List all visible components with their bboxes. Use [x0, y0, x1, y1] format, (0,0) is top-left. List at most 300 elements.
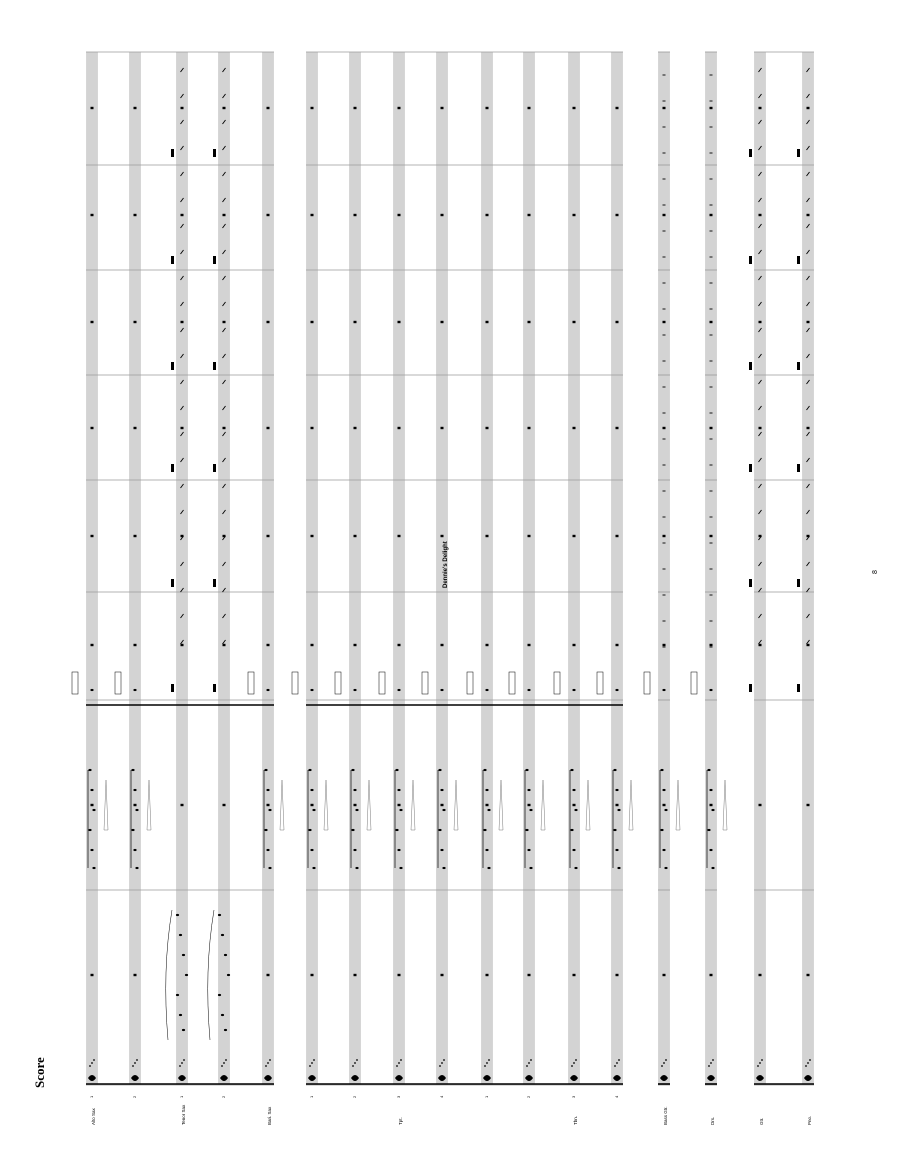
rest-mark	[311, 804, 314, 806]
rest-mark	[91, 321, 94, 323]
rest-mark	[267, 321, 270, 323]
expression-box	[248, 672, 254, 694]
expression-box	[292, 672, 298, 694]
rest-mark	[663, 644, 666, 646]
rest-mark	[134, 974, 137, 976]
rest-mark	[710, 427, 713, 429]
note-head	[221, 1014, 224, 1016]
rest-mark	[311, 107, 314, 109]
key-accidental	[183, 1059, 185, 1061]
note-head	[572, 789, 575, 791]
rest-mark	[616, 974, 619, 976]
note-head	[485, 789, 488, 791]
staff-number: 2	[526, 1095, 531, 1098]
rest-mark	[134, 804, 137, 806]
note-head	[442, 809, 445, 811]
rest-mark	[663, 804, 666, 806]
rest-mark	[134, 214, 137, 216]
note-head	[185, 974, 188, 976]
rest-mark	[181, 644, 184, 646]
note-head	[218, 914, 221, 916]
note-head	[707, 829, 710, 831]
rest-mark	[573, 214, 576, 216]
note-head	[88, 829, 91, 831]
rest-mark	[486, 804, 489, 806]
note-head	[527, 789, 530, 791]
rest-mark	[223, 427, 226, 429]
rest-mark	[354, 321, 357, 323]
page-number: 8	[872, 570, 879, 574]
chord-symbol	[797, 464, 800, 472]
rest-mark	[91, 974, 94, 976]
rest-mark	[311, 974, 314, 976]
expression-box	[509, 672, 515, 694]
score-label: Score	[32, 1057, 47, 1088]
key-accidental	[269, 1059, 271, 1061]
rest-mark	[528, 321, 531, 323]
key-accidental	[573, 1062, 575, 1064]
note-head	[351, 769, 354, 771]
key-accidental	[134, 1062, 136, 1064]
staff-number: 2	[221, 1095, 226, 1098]
key-accidental	[396, 1065, 398, 1067]
key-accidental	[400, 1059, 402, 1061]
rest-mark	[223, 804, 226, 806]
hairpin	[541, 780, 545, 830]
rest-mark	[311, 214, 314, 216]
instrument-label: Pno.	[807, 1115, 812, 1125]
rest-mark	[486, 321, 489, 323]
note-head	[221, 934, 224, 936]
key-accidental	[267, 1062, 269, 1064]
hairpin	[411, 780, 415, 830]
rest-mark	[311, 644, 314, 646]
note-head	[90, 849, 93, 851]
key-accidental	[488, 1059, 490, 1061]
hairpin	[104, 780, 108, 830]
rest-mark	[663, 535, 666, 537]
rest-mark	[398, 535, 401, 537]
rest-mark	[616, 321, 619, 323]
rest-mark	[134, 644, 137, 646]
rest-mark	[807, 974, 810, 976]
note-head	[529, 867, 532, 869]
rest-mark	[181, 427, 184, 429]
rest-mark	[134, 427, 137, 429]
staff-number: 3	[571, 1095, 576, 1098]
key-accidental	[443, 1059, 445, 1061]
rest-mark	[223, 214, 226, 216]
rest-mark	[807, 214, 810, 216]
rest-mark	[573, 644, 576, 646]
note-head	[312, 867, 315, 869]
key-accidental	[309, 1065, 311, 1067]
rest-mark	[710, 644, 713, 646]
note-head	[310, 689, 313, 691]
key-accidental	[708, 1065, 710, 1067]
key-accidental	[665, 1059, 667, 1061]
note-head	[264, 769, 267, 771]
note-head	[660, 769, 663, 771]
note-head	[617, 809, 620, 811]
rest-mark	[663, 321, 666, 323]
key-accidental	[136, 1059, 138, 1061]
note-head	[525, 769, 528, 771]
note-head	[312, 809, 315, 811]
key-accidental	[530, 1059, 532, 1061]
key-accidental	[93, 1059, 95, 1061]
chord-symbol	[749, 362, 752, 370]
key-accidental	[356, 1059, 358, 1061]
rest-mark	[398, 974, 401, 976]
note-head	[438, 829, 441, 831]
rest-mark	[486, 427, 489, 429]
note-head	[570, 829, 573, 831]
note-head	[527, 689, 530, 691]
rest-mark	[663, 974, 666, 976]
note-head	[397, 789, 400, 791]
chord-symbol	[797, 149, 800, 157]
rest-mark	[398, 644, 401, 646]
rest-mark	[573, 974, 576, 976]
chord-symbol	[213, 684, 216, 692]
key-accidental	[528, 1062, 530, 1064]
key-accidental	[441, 1062, 443, 1064]
chord-symbol	[171, 149, 174, 157]
rest-mark	[573, 107, 576, 109]
note-head	[264, 829, 267, 831]
rest-mark	[441, 535, 444, 537]
rest-mark	[807, 107, 810, 109]
key-accidental	[91, 1062, 93, 1064]
rest-mark	[441, 214, 444, 216]
note-head	[92, 809, 95, 811]
rest-mark	[663, 427, 666, 429]
key-accidental	[486, 1062, 488, 1064]
rest-mark	[573, 321, 576, 323]
rest-mark	[710, 804, 713, 806]
chord-symbol	[171, 256, 174, 264]
rest-mark	[91, 644, 94, 646]
rest-mark	[528, 804, 531, 806]
note-head	[135, 809, 138, 811]
key-accidental	[663, 1062, 665, 1064]
note-head	[485, 849, 488, 851]
rest-mark	[354, 535, 357, 537]
rest-mark	[398, 321, 401, 323]
instrument-label: Bass Gtr.	[663, 1106, 668, 1125]
rest-mark	[616, 804, 619, 806]
rest-mark	[354, 427, 357, 429]
chord-symbol	[749, 684, 752, 692]
rest-mark	[223, 644, 226, 646]
rest-mark	[181, 214, 184, 216]
rest-mark	[354, 974, 357, 976]
rest-mark	[528, 974, 531, 976]
staff-number: 1	[179, 1095, 184, 1098]
rest-mark	[267, 535, 270, 537]
note-head	[709, 689, 712, 691]
rest-mark	[398, 427, 401, 429]
note-head	[399, 867, 402, 869]
rest-mark	[663, 107, 666, 109]
rest-mark	[710, 321, 713, 323]
rest-mark	[354, 107, 357, 109]
rest-mark	[223, 321, 226, 323]
rest-mark	[528, 427, 531, 429]
note-head	[227, 974, 230, 976]
piece-title: Dennie's Delight	[443, 541, 449, 588]
rest-mark	[91, 427, 94, 429]
rest-mark	[398, 107, 401, 109]
rest-mark	[759, 427, 762, 429]
staff-number: 4	[614, 1095, 619, 1098]
instrument-label: Drs.	[710, 1116, 715, 1125]
rest-mark	[616, 535, 619, 537]
rest-mark	[134, 107, 137, 109]
note-head	[485, 689, 488, 691]
note-head	[615, 849, 618, 851]
key-accidental	[354, 1062, 356, 1064]
chord-symbol	[797, 579, 800, 587]
note-head	[266, 789, 269, 791]
rest-mark	[759, 804, 762, 806]
chord-symbol	[749, 579, 752, 587]
instrument-label: Alto Sax	[91, 1108, 96, 1125]
hairpin	[676, 780, 680, 830]
expression-box	[72, 672, 78, 694]
chord-symbol	[749, 149, 752, 157]
note-head	[662, 689, 665, 691]
chord-symbol	[749, 464, 752, 472]
chord-symbol	[213, 256, 216, 264]
note-head	[268, 809, 271, 811]
rest-mark	[528, 535, 531, 537]
rest-mark	[91, 214, 94, 216]
chord-symbol	[213, 579, 216, 587]
note-head	[268, 867, 271, 869]
note-head	[395, 769, 398, 771]
chord-symbol	[213, 464, 216, 472]
staff-number: 1	[89, 1095, 94, 1098]
hairpin	[280, 780, 284, 830]
rest-mark	[441, 427, 444, 429]
expression-box	[335, 672, 341, 694]
rest-mark	[807, 804, 810, 806]
rest-mark	[398, 214, 401, 216]
rest-mark	[267, 427, 270, 429]
key-accidental	[761, 1059, 763, 1061]
note-head	[709, 849, 712, 851]
instrument-label: Tenor Sax	[181, 1104, 186, 1125]
note-head	[617, 867, 620, 869]
note-head	[483, 829, 486, 831]
hairpin	[454, 780, 458, 830]
key-accidental	[221, 1065, 223, 1067]
note-head	[529, 809, 532, 811]
note-head	[570, 769, 573, 771]
rest-mark	[181, 804, 184, 806]
instrument-label: Gtr.	[759, 1117, 764, 1125]
rest-mark	[311, 321, 314, 323]
key-accidental	[710, 1062, 712, 1064]
key-accidental	[807, 1062, 809, 1064]
rest-mark	[134, 535, 137, 537]
expression-box	[422, 672, 428, 694]
key-accidental	[805, 1065, 807, 1067]
key-accidental	[661, 1065, 663, 1067]
instrument-label: Bari. Sax	[267, 1106, 272, 1125]
note-head	[355, 867, 358, 869]
expression-box	[379, 672, 385, 694]
staff-number: 2	[132, 1095, 137, 1098]
note-head	[308, 829, 311, 831]
rest-mark	[710, 535, 713, 537]
rest-mark	[486, 644, 489, 646]
note-head	[709, 789, 712, 791]
rest-mark	[573, 804, 576, 806]
hairpin	[367, 780, 371, 830]
expression-box	[554, 672, 560, 694]
key-accidental	[809, 1059, 811, 1061]
note-head	[711, 867, 714, 869]
note-head	[397, 849, 400, 851]
chord-symbol	[171, 684, 174, 692]
rest-mark	[710, 214, 713, 216]
rest-mark	[223, 107, 226, 109]
slur	[166, 910, 172, 1040]
note-head	[176, 914, 179, 916]
rest-mark	[528, 107, 531, 109]
key-accidental	[89, 1065, 91, 1067]
key-accidental	[313, 1059, 315, 1061]
rest-mark	[759, 214, 762, 216]
key-accidental	[618, 1059, 620, 1061]
rest-mark	[759, 107, 762, 109]
note-head	[487, 809, 490, 811]
note-head	[440, 849, 443, 851]
rest-mark	[267, 107, 270, 109]
note-head	[355, 809, 358, 811]
chord-symbol	[171, 464, 174, 472]
rest-mark	[441, 107, 444, 109]
rest-mark	[486, 107, 489, 109]
rest-mark	[354, 644, 357, 646]
hairpin	[147, 780, 151, 830]
hairpin	[629, 780, 633, 830]
rest-mark	[528, 644, 531, 646]
chord-symbol	[213, 362, 216, 370]
expression-box	[597, 672, 603, 694]
note-head	[310, 789, 313, 791]
note-head	[662, 849, 665, 851]
chord-symbol	[749, 256, 752, 264]
note-head	[308, 769, 311, 771]
note-head	[615, 689, 618, 691]
key-accidental	[575, 1059, 577, 1061]
rest-mark	[91, 804, 94, 806]
note-head	[266, 849, 269, 851]
note-head	[572, 849, 575, 851]
rest-mark	[759, 974, 762, 976]
rest-mark	[486, 974, 489, 976]
note-head	[90, 789, 93, 791]
note-head	[615, 789, 618, 791]
chord-symbol	[797, 362, 800, 370]
note-head	[92, 867, 95, 869]
rest-mark	[616, 214, 619, 216]
note-head	[133, 789, 136, 791]
chord-symbol	[797, 256, 800, 264]
expression-box	[467, 672, 473, 694]
key-accidental	[712, 1059, 714, 1061]
key-accidental	[759, 1062, 761, 1064]
instrument-label: Tpt.	[398, 1117, 403, 1125]
note-head	[574, 809, 577, 811]
note-head	[133, 689, 136, 691]
key-accidental	[223, 1062, 225, 1064]
expression-box	[644, 672, 650, 694]
note-head	[133, 849, 136, 851]
note-head	[351, 829, 354, 831]
note-head	[179, 1014, 182, 1016]
key-accidental	[614, 1065, 616, 1067]
note-head	[527, 849, 530, 851]
instrument-labels	[89, 1095, 812, 1125]
key-accidental	[132, 1065, 134, 1067]
rest-mark	[267, 214, 270, 216]
rest-mark	[267, 974, 270, 976]
rest-mark	[267, 804, 270, 806]
note-head	[711, 809, 714, 811]
staff-bands	[86, 52, 814, 1085]
hairpin	[586, 780, 590, 830]
key-accidental	[484, 1065, 486, 1067]
note-head	[135, 867, 138, 869]
key-accidental	[439, 1065, 441, 1067]
chord-symbol	[797, 684, 800, 692]
note-head	[310, 849, 313, 851]
note-head	[662, 789, 665, 791]
key-accidental	[179, 1065, 181, 1067]
key-accidental	[571, 1065, 573, 1067]
barlines	[86, 52, 814, 1085]
chord-symbol	[171, 362, 174, 370]
note-head	[707, 769, 710, 771]
expression-box	[115, 672, 121, 694]
note-head	[182, 1029, 185, 1031]
note-head	[660, 829, 663, 831]
note-head	[131, 829, 134, 831]
note-head	[395, 829, 398, 831]
rest-mark	[616, 107, 619, 109]
rest-mark	[441, 321, 444, 323]
hairpin	[499, 780, 503, 830]
chord-symbol	[213, 149, 216, 157]
key-accidental	[398, 1062, 400, 1064]
staff-number: 2	[352, 1095, 357, 1098]
note-head	[182, 954, 185, 956]
rest-mark	[573, 427, 576, 429]
rest-mark	[663, 214, 666, 216]
note-head	[353, 789, 356, 791]
note-head	[613, 769, 616, 771]
rest-mark	[267, 644, 270, 646]
rest-mark	[311, 535, 314, 537]
rest-mark	[91, 107, 94, 109]
rest-mark	[354, 214, 357, 216]
rest-mark	[354, 804, 357, 806]
